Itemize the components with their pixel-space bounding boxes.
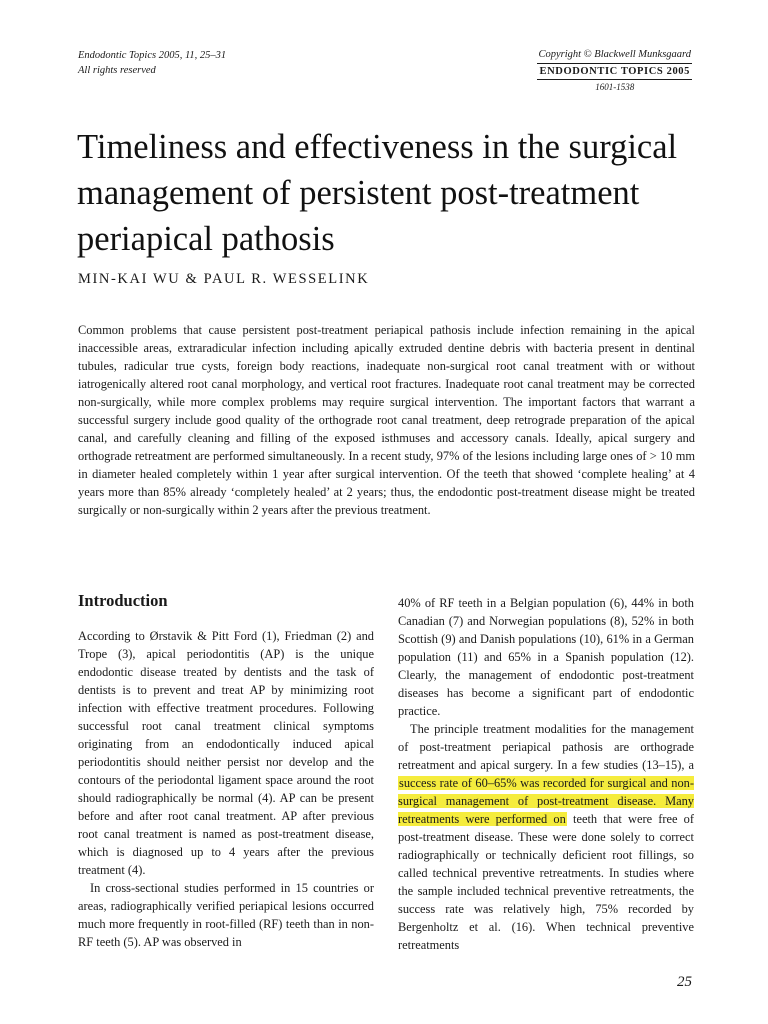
page-number: 25 [677, 974, 692, 990]
rights-notice: All rights reserved [78, 65, 156, 76]
paragraph: According to Ørstavik & Pitt Ford (1), Friedman (2) and Trope (3), apical periodontitis (AP) is the unique endodontic disease treated by dentists and the task of dentists is to prevent and treat AP by minimizing root infection with effective treatment procedures. Following successful root canal treatment clinical symptoms originating from an endodontically induced apical periodontitis should neither persist nor develop and the contours of the periodontal ligament space around the root should radiographically be normal (4). AP can be present before and after root canal treatment. AP after previous root canal treatment is named as post-treatment disease, which is diagnosed up to 4 years after the previous treatment (4). [78, 629, 374, 877]
right-column [398, 594, 694, 954]
article-title: Timeliness and effectiveness in the surgical management of persistent post-treatment periapical pathosis [77, 128, 678, 258]
issn: 1601-1538 [595, 82, 635, 92]
paragraph: In cross-sectional studies performed in 15 countries or areas, radiographically verified periapical lesions occurred much more frequently in root-filled (RF) teeth than in non-RF teeth (5). AP was observed in [78, 881, 374, 949]
abstract: Common problems that cause persistent post-treatment periapical pathosis include infection remaining in the apical inaccessible areas, extraradicular infection including apically extruded dentine debris with bacteria present in dentinal tubules, radicular true cysts, foreign body reactions, inadequate non-surgical root canal treatment with or without iatrogenically altered root canal morphology, and vertical root fractures. Inadequate root canal treatment may be corrected non-surgically, while more complex problems may require surgical intervention. The important factors that warrant a successful surgery include good quality of the orthograde root canal treatment, deep retrograde preparation of the apical canal, and carefully cleaning and filling of the exposed isthmuses and accessory canals. Ideally, apical surgery and orthograde retreatment are performed simultaneously. In a recent study, 97% of the lesions including large ones of > 10 mm in diameter healed completely within 1 year after surgical intervention. Of the teeth that showed ‘complete healing’ at 4 years more than 85% already ‘completely healed’ at 2 years; thus, the endodontic post-treatment disease might be treated surgically or non-surgically within 2 years after the previous treatment. [78, 323, 695, 517]
copyright-notice: Copyright © Blackwell Munksgaard [538, 49, 691, 60]
running-header-left [78, 48, 226, 78]
highlighted-text[interactable]: success rate of 60–65% was recorded for surgical and non-surgical management of post-treatment disease. Many retreatments were performed on [398, 776, 694, 826]
running-header-right [537, 48, 692, 94]
journal-name: ENDODONTIC TOPICS 2005 [537, 63, 692, 80]
text-run: teeth that were free of post-treatment disease. These were done solely to correct radiographically or technically deficient root fillings, so called technical preventive retreatments. In studies where the sample included technical preventive retreatments, the success rate was relatively high, 75% recorded by Bergenholtz et al. (16). When technical preventive retreatments [398, 812, 695, 952]
section-heading-introduction: Introduction [78, 591, 168, 610]
left-column [78, 590, 374, 951]
text-run: The principle treatment modalities for the management of post-treatment periapical pathosis are orthograde retreatment and apical surgery. In a few studies (13–15), a [398, 722, 694, 772]
paragraph [398, 720, 694, 954]
journal-reference: Endodontic Topics 2005, 11, 25–31 [78, 50, 227, 61]
article-authors: MIN-KAI WU & PAUL R. WESSELINK [78, 271, 370, 287]
paragraph: 40% of RF teeth in a Belgian population (6), 44% in both Canadian (7) and Norwegian populations (8), 52% in both Scottish (9) and Danish populations (10), 61% in a German population (11) and 65% in a Spanish population (12). Clearly, the management of endodontic post-treatment diseases has become a significant part of endodontic practice. [398, 596, 694, 718]
